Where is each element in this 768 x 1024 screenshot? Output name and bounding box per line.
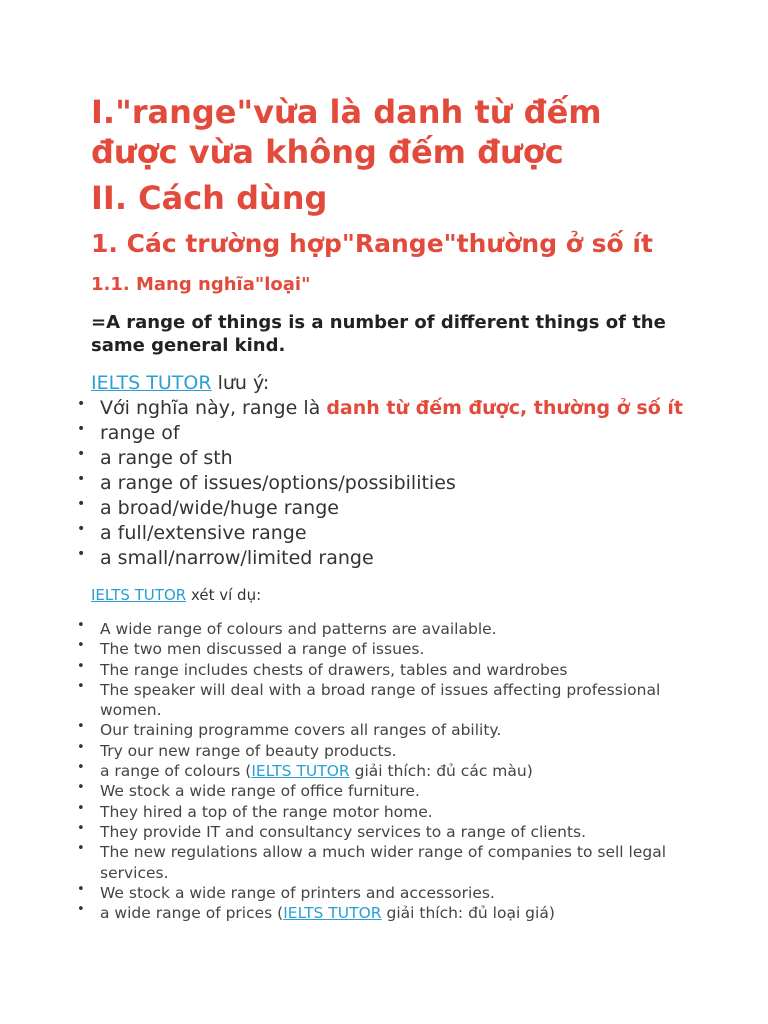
- list-item: [91, 396, 691, 421]
- list-item: [91, 446, 691, 471]
- note-intro: [91, 371, 691, 396]
- example-item: [91, 619, 681, 639]
- examples-intro: [91, 585, 691, 605]
- example-item: [91, 660, 681, 680]
- heading-1: I."range"vừa là danh từ đếm được vừa không đếm được: [91, 93, 602, 171]
- list-item-text: Với nghĩa này, range là: [100, 397, 327, 419]
- usage-list: [91, 396, 691, 571]
- example-text: A wide range of colours and patterns are available.: [100, 620, 497, 638]
- example-item: [91, 802, 681, 822]
- document-content: [91, 92, 691, 923]
- example-item: [91, 781, 681, 801]
- heading-2: II. Cách dùng: [91, 179, 328, 217]
- example-item: [91, 680, 681, 721]
- list-item: [91, 546, 691, 571]
- example-item: [91, 720, 681, 740]
- example-item: [91, 842, 681, 883]
- example-item: [91, 822, 681, 842]
- examples-list: [91, 619, 681, 923]
- example-text: We stock a wide range of printers and accessories.: [100, 883, 495, 902]
- example-item: [91, 639, 681, 659]
- example-explanation: giải thích: đủ các màu): [349, 762, 533, 781]
- ielts-tutor-link[interactable]: IELTS TUTOR: [283, 904, 382, 923]
- example-text: Our training programme covers all ranges of ability.: [100, 721, 502, 740]
- example-item: [91, 741, 681, 761]
- list-item-text: a broad/wide/huge range: [100, 497, 339, 519]
- example-text: The two men discussed a range of issues.: [100, 640, 425, 659]
- example-text: They hired a top of the range motor home.: [100, 802, 433, 821]
- heading-3: 1. Các trường hợp"Range"thường ở số ít: [91, 229, 653, 258]
- ielts-tutor-link[interactable]: IELTS TUTOR: [91, 586, 187, 604]
- example-text: a range of colours (: [100, 762, 252, 781]
- example-item: [91, 903, 681, 923]
- note-intro-text: lưu ý:: [211, 372, 270, 394]
- example-item: [91, 883, 681, 903]
- list-item-text: a small/narrow/limited range: [100, 547, 374, 569]
- example-text: The speaker will deal with a broad range of issues affecting professional women.: [100, 680, 661, 720]
- examples-intro-text: xét ví dụ:: [186, 586, 262, 604]
- list-item: [91, 421, 691, 446]
- example-text: a wide range of prices (: [100, 904, 284, 923]
- list-item-text: range of: [100, 422, 180, 444]
- example-text: We stock a wide range of office furniture.: [100, 782, 420, 801]
- example-text: The new regulations allow a much wider range of companies to sell legal services.: [100, 843, 667, 882]
- definition-text: =A range of things is a number of different things of the same general kind.: [91, 312, 666, 356]
- example-text: Try our new range of beauty products.: [100, 741, 397, 760]
- list-item: [91, 521, 691, 546]
- ielts-tutor-link[interactable]: IELTS TUTOR: [251, 762, 350, 781]
- list-item-text: a full/extensive range: [100, 522, 307, 544]
- list-item: [91, 496, 691, 521]
- list-item-text: a range of issues/options/possibilities: [100, 472, 456, 494]
- highlight-text: danh từ đếm được, thường ở số ít: [326, 397, 683, 419]
- example-text: The range includes chests of drawers, tables and wardrobes: [100, 660, 568, 679]
- list-item: [91, 471, 691, 496]
- ielts-tutor-link[interactable]: IELTS TUTOR: [91, 372, 212, 394]
- example-item: [91, 761, 681, 781]
- example-explanation: giải thích: đủ loại giá): [381, 904, 555, 923]
- list-item-text: a range of sth: [100, 447, 233, 469]
- example-text: They provide IT and consultancy services to a range of clients.: [100, 822, 587, 841]
- heading-4: 1.1. Mang nghĩa"loại": [91, 274, 311, 295]
